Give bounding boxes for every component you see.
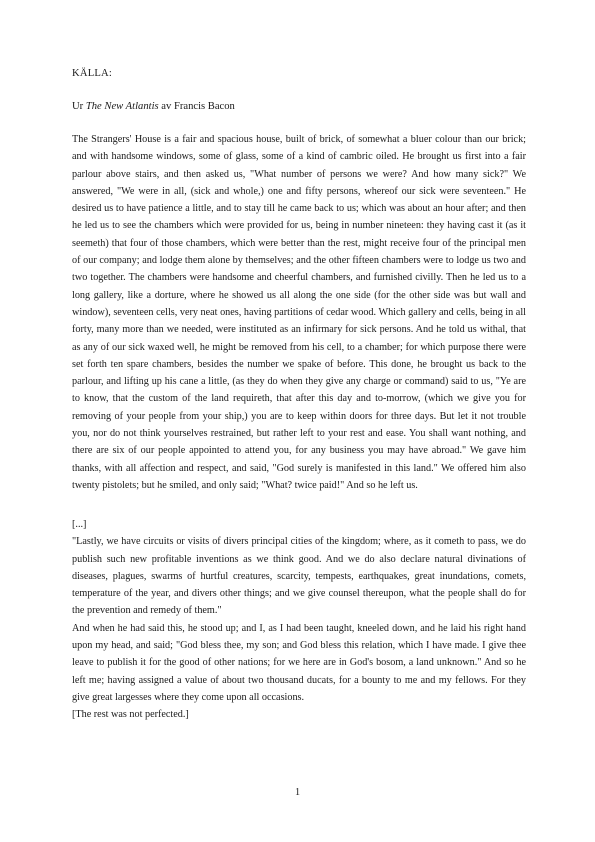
source-title: The New Atlantis	[85, 101, 159, 112]
excerpt-block	[72, 516, 526, 724]
source-prefix: Ur	[72, 101, 84, 112]
ellipsis: [...]	[72, 519, 87, 530]
paragraph-2: "Lastly, we have circuits or visits of divers principal cities of the kingdom; where, as it cometh to pass, we do publish such new profitable inventions as we think good. And we do also declare natural divinations of diseases, plagues, swarms of hurtful creatures, scarcity, tempests, earthquakes, great inundations, comets, temperature of the year, and divers other things; and we give counsel thereupon, what the people shall do for the prevention and remedy of them."	[72, 536, 526, 617]
heading: KÄLLA:	[72, 68, 113, 79]
paragraph-3: And when he had said this, he stood up; and I, as I had been taught, kneeled down, and he laid his right hand upon my head, and said; "God bless thee, my son; and God bless this relation, which I have made. I give thee leave to publish it for the good of other nations; for we here are in God's bosom, a land unknown." And so he left me; having assigned a value of about two thousand ducats, for a bounty to me and my fellows. For they give great largesses where they come upon all occasions.	[72, 622, 526, 703]
closing-note: [The rest was not perfected.]	[72, 709, 189, 721]
page-number: 1	[294, 787, 301, 798]
paragraph-1: The Strangers' House is a fair and spacious house, built of brick, of somewhat a bluer colour than our brick; and with handsome windows, some of glass, some of a kind of cambric oiled. He brought us first into a fair parlour above stairs, and then asked us, "What number of persons we were? And how many sick?" We answered, "We were in all, (sick and whole,) one and fifty persons, whereof our sick were seventeen." He desired us to have patience a little, and to stay till he came back to us; which was about an hour after; and then he led us to see the chambers which were provided for us, being in number nineteen: they having cast it (as it seemeth) that four of those chambers, which were better than the rest, might receive four of the principal men of our company; and lodge them alone by themselves; and the other fifteen chambers were to lodge us two and two together. The chambers were handsome and cheerful chambers, and furnished civilly. Then he led us to a long gallery, like a dorture, where he showed us all along the one side (for the other side was but wall and window), seventeen cells, very neat ones, having partitions of cedar wood. Which gallery and cells, being in all forty, many more than we needed, were instituted as an infirmary for sick persons. And he told us withal, that as any of our sick waxed well, he might be removed from his cell, to a chamber; for which purpose there were set forth ten spare chambers, besides the number we spake of before. This done, he brought us back to the parlour, and lifting up his cane a little, (as they do when they give any charge or command) said to us, "Ye are to know, that the custom of the land requireth, that after this day and to-morrow, (which we give you for removing of your people from your ship,) you are to keep within doors for three days. But let it not trouble you, nor do not think yourselves restrained, but rather left to your rest and ease. You shall want nothing, and there are six of our people appointed to attend you, for any business you may have abroad." We gave him thanks, with all affection and respect, and said, "God surely is manifested in this land." We offered him also twenty pistolets; but he smiled, and only said; "What? twice paid!" And so he left us.	[72, 134, 526, 491]
source-suffix: av Francis Bacon	[161, 101, 235, 112]
source-line	[72, 101, 235, 112]
